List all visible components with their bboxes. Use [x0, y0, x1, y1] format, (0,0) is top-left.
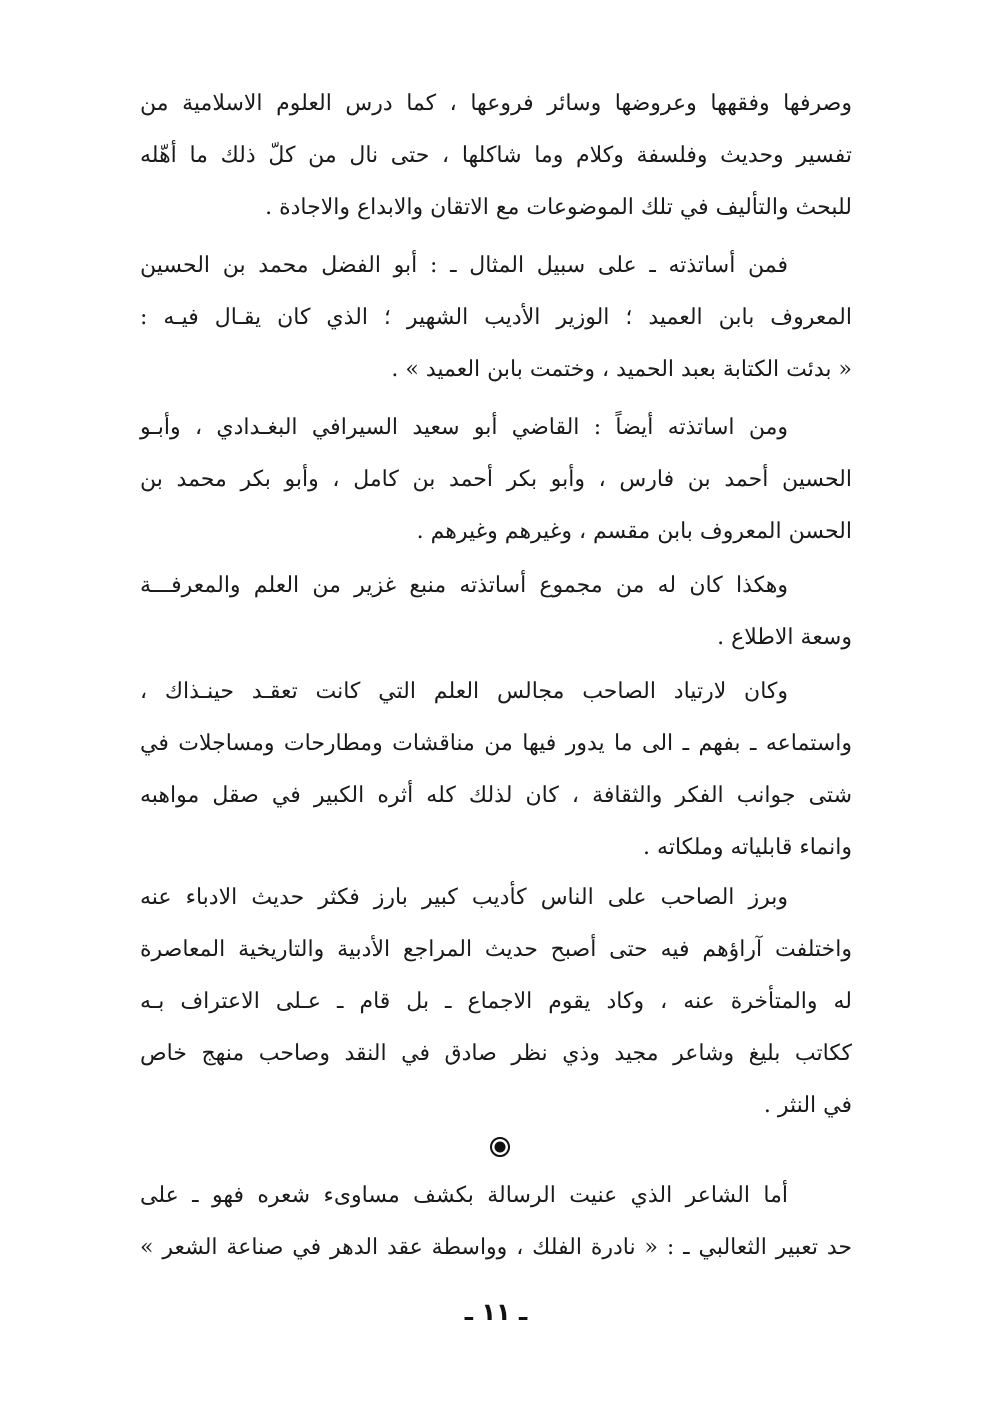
paragraph-5-line-4: وانماء قابلياته وملكاته . — [643, 835, 852, 860]
paragraph-6-line-1: وبرز الصاحب على الناس كأديب كبير بارز فكثر حديث الادباء عنه — [140, 885, 788, 910]
paragraph-4-line-2: وسعة الاطلاع . — [717, 625, 852, 650]
paragraph-6-line-3: له والمتأخرة عنه ، وكاد يقوم الاجماع ـ بل قام ـ عـلى الاعتراف بـه — [140, 989, 852, 1014]
page-number: ـ ١١ ـ — [464, 1298, 528, 1326]
paragraph-5-line-1: وكان لارتياد الصاحب مجالس العلم التي كانت تعقـد حينـذاك ، — [140, 679, 788, 704]
paragraph-5-line-2: واستماعه ـ بفهم ـ الى ما يدور فيها من مناقشات ومطارحات ومساجلات في — [140, 731, 852, 756]
paragraph-6-line-2: واختلفت آراؤهم فيه حتى أصبح حديث المراجع الأدبية والتاريخية المعاصرة — [140, 937, 852, 962]
paragraph-7-line-2: حد تعبير الثعالبي ـ : « نادرة الفلك ، وواسطة عقد الدهر في صناعة الشعر » — [140, 1235, 852, 1260]
paragraph-6-line-5: في النثر . — [763, 1093, 852, 1118]
paragraph-2 — [140, 240, 852, 396]
paragraph-4 — [140, 560, 852, 664]
paragraph-4-line-1: وهكذا كان له من مجموع أساتذته منبع غزير من العلم والمعرفـــة — [140, 573, 788, 598]
paragraph-5-line-3: شتى جوانب الفكر والثقافة ، كان لذلك كله أثره الكبير في صقل مواهبه — [140, 783, 852, 808]
paragraph-3-line-3: الحسن المعروف بابن مقسم ، وغيرهم وغيرهم . — [416, 519, 852, 544]
paragraph-1-line-1: وصرفها وفقهها وعروضها وسائر فروعها ، كما درس العلوم الاسلامية من — [140, 91, 852, 116]
paragraph-6 — [140, 872, 852, 1132]
paragraph-7 — [140, 1170, 852, 1274]
paragraph-7-line-1: أما الشاعر الذي عنيت الرسالة بكشف مساوىء شعره فهو ـ على — [140, 1183, 788, 1208]
circled-dot-icon — [489, 1136, 511, 1158]
paragraph-3-line-2: الحسين أحمد بن فارس ، وأبو بكر أحمد بن كامل ، وأبو بكر محمد بن — [140, 467, 852, 492]
paragraph-3 — [140, 402, 852, 558]
paragraph-2-line-1: فمن أساتذته ـ على سبيل المثال ـ : أبو الفضل محمد بن الحسين — [140, 253, 788, 278]
paragraph-1 — [140, 78, 852, 234]
paragraph-3-line-1: ومن اساتذته أيضاً : القاضي أبو سعيد السيرافي البغـدادي ، وأبـو — [140, 415, 788, 440]
paragraph-1-line-3: للبحث والتأليف في تلك الموضوعات مع الاتقان والابداع والاجادة . — [265, 195, 852, 220]
paragraph-2-line-3: « بدئت الكتابة بعبد الحميد ، وختمت بابن العميد » . — [391, 357, 852, 382]
paragraph-5 — [140, 666, 852, 874]
paragraph-2-line-2: المعروف بابن العميد ؛ الوزير الأديب الشهير ؛ الذي كان يقـال فيـه : — [140, 305, 852, 330]
paragraph-1-line-2: تفسير وحديث وفلسفة وكلام وما شاكلها ، حتى نال من كلّ ذلك ما أهّله — [140, 143, 852, 168]
paragraph-6-line-4: ككاتب بليغ وشاعر مجيد وذي نظر صادق في النقد وصاحب منهج خاص — [140, 1041, 852, 1066]
